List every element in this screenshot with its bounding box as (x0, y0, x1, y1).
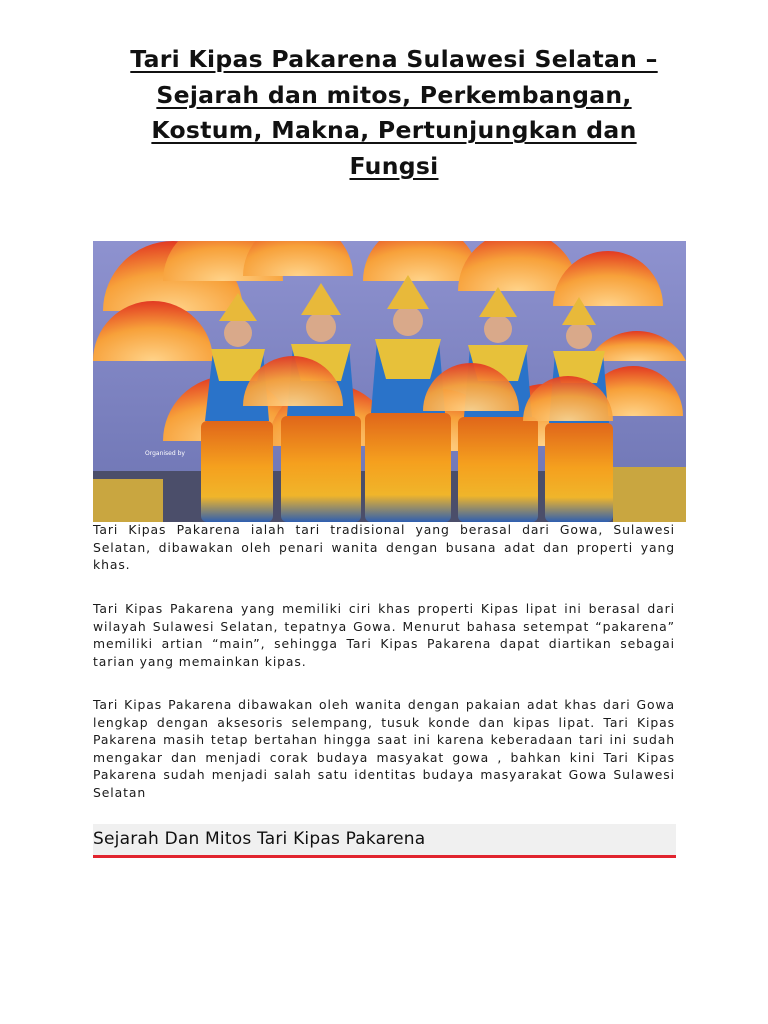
paragraph-intro: Tari Kipas Pakarena ialah tari tradisional yang berasal dari Gowa, Sulawesi Selatan, dibawakan oleh penari wanita dengan busana adat dan properti yang khas. (93, 522, 675, 573)
paragraph-costume: Tari Kipas Pakarena dibawakan oleh wanita dengan pakaian adat khas dari Gowa lengkap dengan aksesoris selempang, tusuk konde dan kipas lipat. Tari Kipas Pakarena masih tetap bertahan hingga saat ini karena keberadaan tari ini sudah mengakar dan menjadi corak budaya masyakat gowa , bahkan kini Tari Kipas Pakarena sudah menjadi salah satu identitas budaya masyarakat Gowa Sulawesi Selatan (93, 697, 675, 800)
section-header (93, 824, 676, 858)
section-heading: Sejarah Dan Mitos Tari Kipas Pakarena (93, 829, 426, 849)
dancers-photo (93, 241, 686, 522)
paragraph-origin: Tari Kipas Pakarena yang memiliki ciri khas properti Kipas lipat ini berasal dari wilayah Sulawesi Selatan, tepatnya Gowa. Menurut bahasa setempat “pakarena” memiliki artian “main”, sehingga Tari Kipas Pakarena dapat diartikan sebagai tarian yang memainkan kipas. (93, 601, 675, 669)
document-title: Tari Kipas Pakarena Sulawesi Selatan – Sejarah dan mitos, Perkembangan, Kostum, Makna, Pertunjungkan dan Fungsi (130, 45, 658, 180)
photo-caption: Organised by (145, 450, 185, 457)
